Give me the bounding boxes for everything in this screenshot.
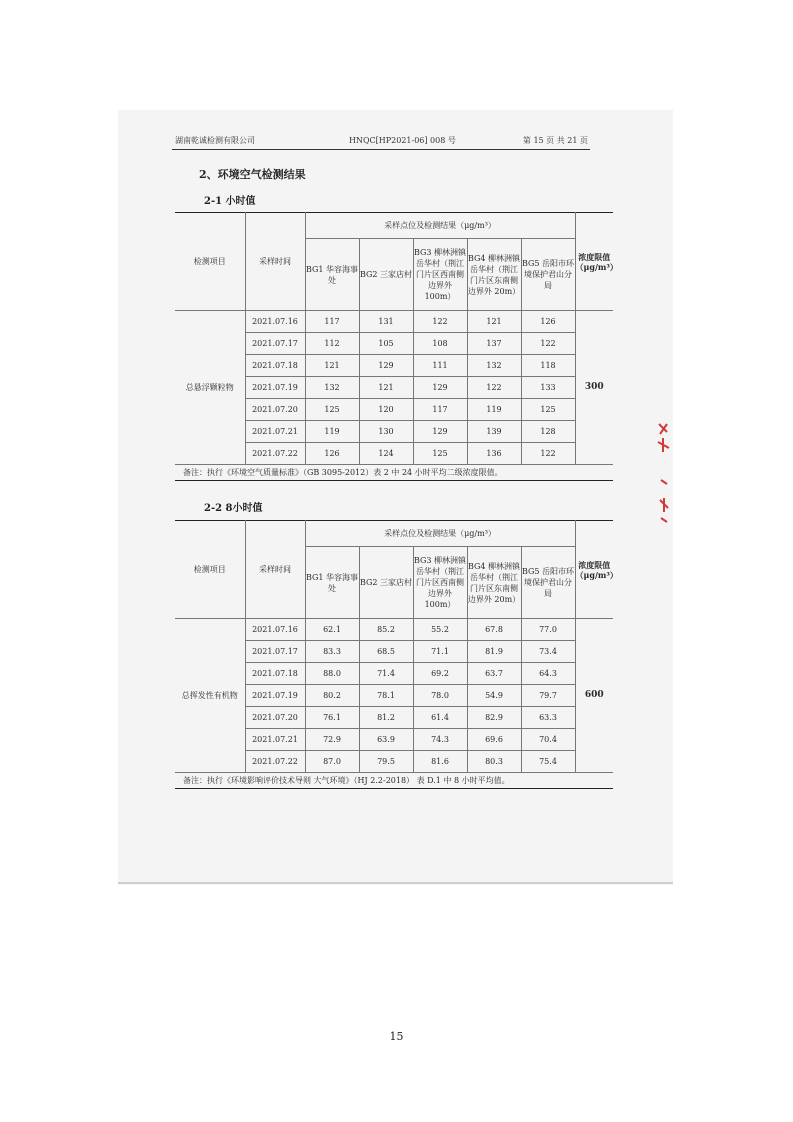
cell-value-bg1: 83.3: [305, 641, 359, 663]
seal-mark-5: [661, 518, 667, 522]
cell-value-bg2: 85.2: [359, 619, 413, 641]
cell-value-bg5: 118: [521, 355, 575, 377]
header-item: 检测项目: [175, 213, 245, 311]
cell-value-bg5: 75.4: [521, 751, 575, 773]
cell-value-bg3: 74.3: [413, 729, 467, 751]
cell-value-bg3: 122: [413, 311, 467, 333]
cell-value-bg3: 55.2: [413, 619, 467, 641]
cell-value-bg2: 121: [359, 377, 413, 399]
header-company: 湖南乾诚检测有限公司: [175, 136, 255, 145]
row-date: 2021.07.17: [245, 641, 305, 663]
row-date: 2021.07.21: [245, 421, 305, 443]
cell-value-bg3: 81.6: [413, 751, 467, 773]
cell-value-bg1: 119: [305, 421, 359, 443]
station-bg4: BG4 柳林洲镇岳华村（荆江门片区东南侧边界外 20m）: [467, 547, 521, 619]
row-limit: 300: [575, 311, 613, 465]
station-bg2: BG2 三家店村: [359, 239, 413, 311]
row-date: 2021.07.18: [245, 663, 305, 685]
header-limit: 浓度限值（μg/m³）: [575, 213, 613, 311]
cell-value-bg2: 68.5: [359, 641, 413, 663]
row-date: 2021.07.22: [245, 443, 305, 465]
cell-value-bg5: 73.4: [521, 641, 575, 663]
cell-value-bg1: 87.0: [305, 751, 359, 773]
cell-value-bg4: 132: [467, 355, 521, 377]
cell-value-bg2: 124: [359, 443, 413, 465]
cell-value-bg5: 126: [521, 311, 575, 333]
header-limit: 浓度限值（μg/m³）: [575, 521, 613, 619]
station-bg2: BG2 三家店村: [359, 547, 413, 619]
cell-value-bg3: 111: [413, 355, 467, 377]
cell-value-bg2: 71.4: [359, 663, 413, 685]
cell-value-bg1: 80.2: [305, 685, 359, 707]
cell-value-bg5: 133: [521, 377, 575, 399]
table-8hour-values: [175, 520, 618, 789]
row-date: 2021.07.18: [245, 355, 305, 377]
cell-value-bg4: 139: [467, 421, 521, 443]
table-row: [175, 619, 613, 641]
cell-value-bg4: 63.7: [467, 663, 521, 685]
cell-value-bg5: 79.7: [521, 685, 575, 707]
header-page-info: 第 15 页 共 21 页: [522, 136, 588, 145]
row-date: 2021.07.16: [245, 619, 305, 641]
header-time: 采样时间: [245, 213, 305, 311]
station-bg1: BG1 华容海事处: [305, 239, 359, 311]
station-bg1: BG1 华容海事处: [305, 547, 359, 619]
cell-value-bg3: 78.0: [413, 685, 467, 707]
table-note: 备注：执行《环境影响评价技术导则 大气环境》（HJ 2.2-2018） 表 D.1 中 8 小时平均值。: [175, 773, 613, 789]
row-date: 2021.07.21: [245, 729, 305, 751]
cell-value-bg5: 122: [521, 333, 575, 355]
cell-value-bg5: 122: [521, 443, 575, 465]
row-date: 2021.07.20: [245, 707, 305, 729]
row-date: 2021.07.22: [245, 751, 305, 773]
cell-value-bg3: 61.4: [413, 707, 467, 729]
cell-value-bg4: 54.9: [467, 685, 521, 707]
cell-value-bg3: 125: [413, 443, 467, 465]
cell-value-bg2: 63.9: [359, 729, 413, 751]
cell-value-bg1: 88.0: [305, 663, 359, 685]
cell-value-bg1: 126: [305, 443, 359, 465]
cell-value-bg3: 129: [413, 421, 467, 443]
header-item: 检测项目: [175, 521, 245, 619]
row-date: 2021.07.16: [245, 311, 305, 333]
cell-value-bg4: 80.3: [467, 751, 521, 773]
table-note: 备注：执行《环境空气质量标准》（GB 3095-2012）表 2 中 24 小时平均二级浓度限值。: [175, 465, 613, 481]
cell-value-bg3: 108: [413, 333, 467, 355]
row-item-name: 总挥发性有机物: [175, 619, 245, 773]
seal-stamp-fragment: [655, 418, 673, 528]
cell-value-bg4: 82.9: [467, 707, 521, 729]
header-time: 采样时间: [245, 521, 305, 619]
row-date: 2021.07.19: [245, 685, 305, 707]
cell-value-bg2: 130: [359, 421, 413, 443]
cell-value-bg2: 129: [359, 355, 413, 377]
cell-value-bg3: 69.2: [413, 663, 467, 685]
cell-value-bg1: 132: [305, 377, 359, 399]
row-item-name: 总悬浮颗粒物: [175, 311, 245, 465]
cell-value-bg1: 112: [305, 333, 359, 355]
seal-mark: [658, 424, 669, 522]
header-report-number: HNQC[HP2021-06] 008 号: [349, 136, 456, 145]
cell-value-bg1: 125: [305, 399, 359, 421]
cell-value-bg4: 121: [467, 311, 521, 333]
section-title: 2、环境空气检测结果: [199, 168, 306, 181]
cell-value-bg4: 137: [467, 333, 521, 355]
cell-value-bg1: 62.1: [305, 619, 359, 641]
row-date: 2021.07.17: [245, 333, 305, 355]
cell-value-bg5: 77.0: [521, 619, 575, 641]
cell-value-bg2: 131: [359, 311, 413, 333]
cell-value-bg4: 119: [467, 399, 521, 421]
cell-value-bg5: 63.3: [521, 707, 575, 729]
cell-value-bg4: 136: [467, 443, 521, 465]
header-group: 采样点位及检测结果（μg/m³）: [305, 521, 575, 547]
table-row: [175, 311, 613, 333]
station-bg4: BG4 柳林洲镇岳华村（荆江门片区东南侧边界外 20m）: [467, 239, 521, 311]
cell-value-bg2: 79.5: [359, 751, 413, 773]
table2-subtitle: 2-2 8小时值: [204, 503, 263, 514]
cell-value-bg4: 67.8: [467, 619, 521, 641]
cell-value-bg2: 81.2: [359, 707, 413, 729]
cell-value-bg1: 117: [305, 311, 359, 333]
cell-value-bg2: 120: [359, 399, 413, 421]
row-limit: 600: [575, 619, 613, 773]
cell-value-bg2: 105: [359, 333, 413, 355]
cell-value-bg1: 72.9: [305, 729, 359, 751]
row-date: 2021.07.19: [245, 377, 305, 399]
seal-mark-2: [658, 438, 669, 452]
header-group: 采样点位及检测结果（μg/m³）: [305, 213, 575, 239]
seal-mark-4: [660, 498, 668, 512]
cell-value-bg2: 78.1: [359, 685, 413, 707]
cell-value-bg5: 64.3: [521, 663, 575, 685]
seal-mark-1: [659, 424, 667, 434]
cell-value-bg1: 76.1: [305, 707, 359, 729]
cell-value-bg4: 69.6: [467, 729, 521, 751]
cell-value-bg4: 81.9: [467, 641, 521, 663]
scan-edge: [118, 882, 673, 884]
table-hourly-values: [175, 212, 618, 481]
station-bg3: BG3 柳林洲镇岳华村（荆江门片区西南侧边界外 100m）: [413, 239, 467, 311]
cell-value-bg5: 125: [521, 399, 575, 421]
station-bg5: BG5 岳阳市环境保护君山分局: [521, 547, 575, 619]
cell-value-bg3: 129: [413, 377, 467, 399]
page-header: [172, 133, 590, 150]
cell-value-bg1: 121: [305, 355, 359, 377]
station-bg5: BG5 岳阳市环境保护君山分局: [521, 239, 575, 311]
table1-subtitle: 2-1 小时值: [204, 196, 256, 207]
row-date: 2021.07.20: [245, 399, 305, 421]
seal-mark-3: [661, 480, 667, 484]
cell-value-bg3: 71.1: [413, 641, 467, 663]
station-bg3: BG3 柳林洲镇岳华村（荆江门片区西南侧边界外 100m）: [413, 547, 467, 619]
cell-value-bg5: 128: [521, 421, 575, 443]
page-number: 15: [389, 1030, 404, 1043]
cell-value-bg3: 117: [413, 399, 467, 421]
cell-value-bg5: 70.4: [521, 729, 575, 751]
cell-value-bg4: 122: [467, 377, 521, 399]
